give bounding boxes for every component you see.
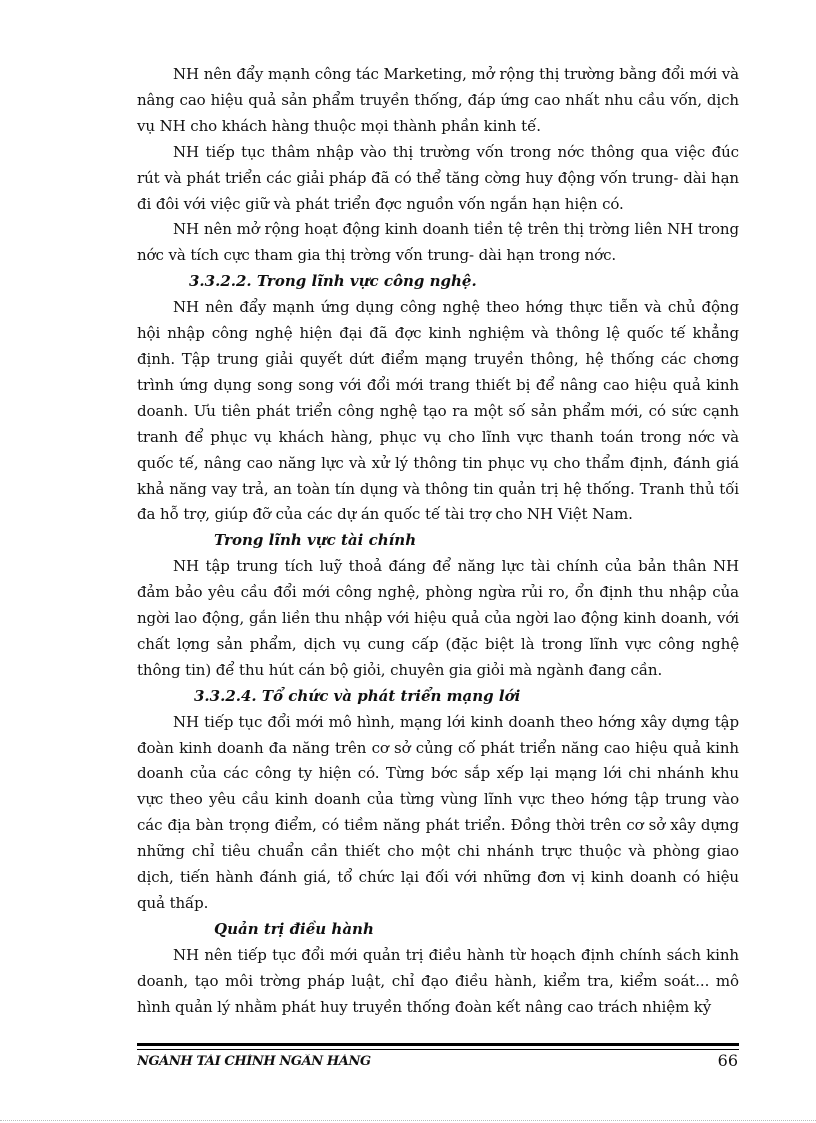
paragraph-marketing: NH nên đẩy mạnh công tác Marketing, mở rộng thị trường bằng đổi mới và nâng cao hiệu quả sản phẩm truyền thống, đáp ứng cao nhất nhu cầu vốn, dịch vụ NH cho khách hàng thuộc mọi thành phần kinh tế.	[137, 65, 739, 135]
footer-rule-thin	[137, 1049, 739, 1050]
document-body	[137, 62, 739, 1021]
paragraph-finance: NH tập trung tích luỹ thoả đáng để năng lực tài chính của bản thân NH đảm bảo yêu cầu đổi mới công nghệ, phòng ngừa rủi ro, ổn định thu nhập của ngời lao động, gắn liền thu nhập với hiệu quả của ngời lao động kinh doanh, với chất lợng sản phẩm, dịch vụ cung cấp (đặc biệt là trong lĩnh vực công nghệ thông tin) để thu hút cán bộ giỏi, chuyên gia giỏi mà ngành đang cần.	[137, 557, 739, 679]
footer-rule-thick	[137, 1043, 739, 1046]
paragraph-capital-market: NH tiếp tục thâm nhập vào thị trường vốn trong nớc thông qua việc đúc rút và phát triển các giải pháp đã có thể tăng cờng huy động vốn trung- dài hạn đi đôi với việc giữ và phát triển đợc nguồn vốn ngắn hạn hiện có.	[137, 142, 739, 213]
paragraph-interbank: NH nên mở rộng hoạt động kinh doanh tiền tệ trên thị trờng liên NH trong nớc và tích cực tham gia thị trờng vốn trung- dài hạn trong nớc.	[137, 220, 739, 265]
paragraph-management: NH nên tiếp tục đổi mới quản trị điều hành từ hoạch định chính sách kinh doanh, tạo môi trờng pháp luật, chỉ đạo điều hành, kiểm tra, kiểm soát... mô hình quản lý nhằm phát huy truyền thống đoàn kết nâng cao trách nhiệm kỷ	[137, 945, 739, 1016]
section-heading-network: 3.3.2.4. Tổ chức và phát triển mạng lới	[194, 686, 521, 705]
section-heading-finance: Trong lĩnh vực tài chính	[214, 531, 417, 550]
paragraph-technology: NH nên đẩy mạnh ứng dụng công nghệ theo hớng thực tiễn và chủ động hội nhập công nghệ hiện đại đã đợc kinh nghiệm và thông lệ quốc tế khẳng định. Tập trung giải quyết dứt điểm mạng truyền thông, hệ thống các chơng trình ứng dụng song song với đổi mới trang thiết bị để nâng cao hiệu quả kinh doanh. Ưu tiên phát triển công nghệ tạo ra một số sản phẩm mới, có sức cạnh tranh để phục vụ khách hàng, phục vụ cho lĩnh vực thanh toán trong nớc và quốc tế, nâng cao năng lực và xử lý thông tin phục vụ cho thẩm định, đánh giá khả năng vay trả, an toàn tín dụng và thông tin quản trị hệ thống. Tranh thủ tối đa hỗ trợ, giúp đỡ của các dự án quốc tế tài trợ cho NH Việt Nam.	[137, 298, 739, 524]
page-edge-divider	[0, 1120, 816, 1121]
page-number: 66	[717, 1051, 738, 1070]
section-heading-technology: 3.3.2.2. Trong lĩnh vực công nghệ.	[189, 272, 477, 291]
paragraph-network: NH tiếp tục đổi mới mô hình, mạng lới kinh doanh theo hớng xây dựng tập đoàn kinh doanh đa năng trên cơ sở củng cố phát triển năng cao hiệu quả kinh doanh của các công ty hiện có. Từng bớc sắp xếp lại mạng lới chi nhánh khu vực theo yêu cầu kinh doanh của từng vùng lĩnh vực theo hớng tập trung vào các địa bàn trọng điểm, có tiềm năng phát triển. Đồng thời trên cơ sở xây dựng những chỉ tiêu chuẩn cần thiết cho một chi nhánh trực thuộc và phòng giao dịch, tiến hành đánh giá, tổ chức lại đối với những đơn vị kinh doanh có hiệu quả thấp.	[137, 712, 739, 912]
section-heading-management: Quản trị điều hành	[214, 919, 374, 938]
footer-label: NGÀNH TÀI CHÍNH NGÂN HÀNG	[137, 1054, 371, 1068]
